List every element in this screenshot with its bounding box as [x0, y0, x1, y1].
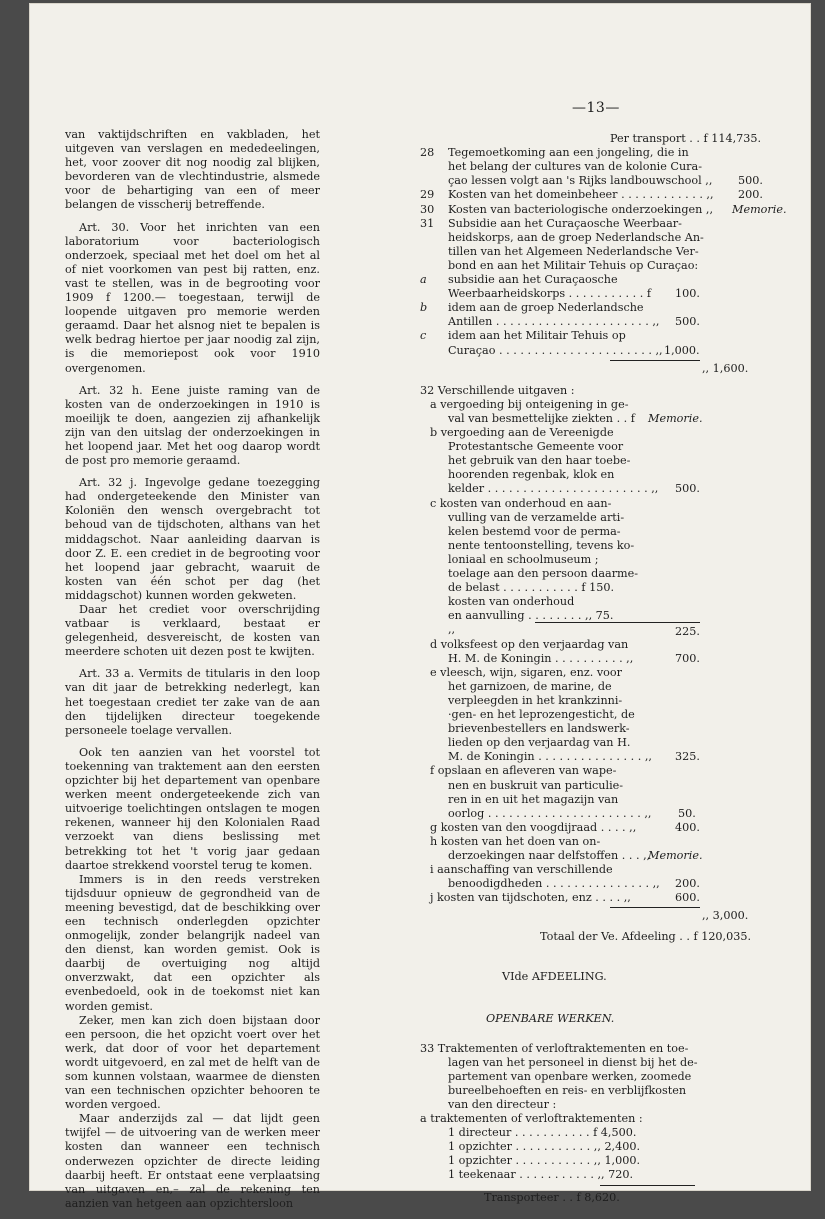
list-line: M. de Koningin . . . . . . . . . . . . . . . ,,: [448, 750, 652, 764]
paragraph: van vaktijdschriften en vakbladen, het uitgeven van verslagen en mededeelingen, het, voor zoover dit nog noodig zal blijken, bevorderen van de vlechtindustrie, alsmede voor de behartiging van een of meer belangen de visscherij betreffende.: [65, 128, 320, 212]
amount: 325.: [675, 750, 700, 764]
list-line: verpleegden in het krankzinni-: [448, 693, 623, 707]
list-line: 1 opzichter . . . . . . . . . . . ,, 1,000.: [448, 1154, 641, 1168]
list-line: toelage aan den persoon daarme-: [448, 567, 639, 580]
section-heading: 32 Verschillende uitgaven :: [420, 383, 575, 397]
list-line: partement van openbare werken, zoomede: [448, 1069, 692, 1083]
amount: 100.: [675, 287, 700, 301]
section-title: VIde AFDEELING.: [502, 969, 607, 983]
item-number: 31: [420, 216, 435, 230]
list-line: nen en buskruit van particulie-: [448, 778, 624, 792]
amount: 200.: [675, 877, 700, 891]
list-line: nente tentoonstelling, tevens ko-: [448, 538, 635, 552]
amount: 50.: [678, 806, 696, 820]
amount: 500.: [675, 315, 700, 329]
paragraph: Daar het crediet voor overschrijding vatbaar is verklaard, bestaat er gelegenheid, desvereischt, de kosten van meerdere schoten uit dezen post te kwijten.: [65, 603, 320, 659]
list-line: f opslaan en afleveren van wape-: [430, 764, 617, 778]
subsection-title: OPENBARE WERKEN.: [486, 1011, 615, 1025]
list-line: kelder . . . . . . . . . . . . . . . . . . . . . . . ,,: [448, 482, 659, 496]
amount: 600.: [675, 891, 700, 905]
item-number: a: [420, 273, 427, 286]
amount-total: ,, 1,600.: [702, 361, 749, 375]
list-line: loniaal en schoolmuseum ;: [448, 552, 599, 566]
paragraph: Art. 32 j. Ingevolge gedane toezegging had ondergeteekende den Minister van Koloniën den wensch overgebracht tot behoud van de tijdschoten, althans van het middagschot. Naar aanleiding daarvan is door Z. E. een crediet in de begrooting voor het loopend jaar gebracht, waaruit de kosten van één schot per dag (het middagschot) kunnen worden gekweten.: [65, 476, 320, 602]
paragraph: Art. 33 a. Vermits de titularis in den loop van dit jaar de betrekking nederlegt, kan het toegestaan crediet ter zake van de aan den tijdelijken directeur toegekende personeele toelage vervallen.: [65, 667, 320, 737]
item-number: 30: [420, 202, 435, 216]
list-line: ,,: [448, 623, 456, 637]
list-line: Kosten van het domeinbeheer . . . . . . . . . . . . ,,: [448, 188, 714, 202]
list-line: van den directeur :: [448, 1097, 557, 1111]
list-line: het belang der cultures van de kolonie Cura-: [448, 160, 702, 174]
rule-line: [610, 360, 700, 361]
transport-line: Transporteer . . f 8,620.: [484, 1190, 620, 1204]
list-line: 1 opzichter . . . . . . . . . . . ,, 2,400.: [448, 1140, 641, 1154]
list-line: lagen van het personeel in dienst bij het de-: [448, 1055, 698, 1069]
amount: Memorie.: [648, 411, 703, 425]
list-line: g kosten van den voogdijraad . . . . ,,: [430, 820, 637, 834]
list-line: ren in en uit het magazijn van: [448, 792, 619, 806]
list-line: de belast . . . . . . . . . . . f 150.: [448, 581, 615, 595]
paragraph: Zeker, men kan zich doen bijstaan door een persoon, die het opzicht voert over het werk, dat door of voor het departement wordt uitgevoerd, en zal met de helft van de som kunnen volstaan, waarmee de diensten van een technischen opzichter behooren te worden vergoed.: [65, 1013, 320, 1112]
list-line: hoorenden regenbak, klok en: [448, 468, 615, 482]
list-line: d volksfeest op den verjaardag van: [430, 637, 629, 651]
list-line: idem aan de groep Nederlandsche: [448, 301, 644, 315]
list-line: lieden op den verjaardag van H.: [448, 736, 631, 750]
list-line: e vleesch, wijn, sigaren, enz. voor: [430, 665, 622, 679]
paragraph: Art. 30. Voor het inrichten van een laboratorium voor bacteriologisch onderzoek, speciaal met het doel om het al of niet voorkomen van pest bij ratten, enz. vast te stellen, was in de begrooting voor 1909 f 1200.— toegestaan, terwijl de loopende uitgaven pro memorie werden geraamd. Daar het alsnog niet te bepalen is welk bedrag hiertoe per jaar noodig zal zijn, is die memoriepost ook voor 1910 overgenomen.: [65, 220, 320, 375]
rule-line: [600, 1185, 695, 1186]
list-line: en aanvulling . . . . . . . . ,, 75.: [448, 609, 614, 623]
paragraph: Art. 32 h. Eene juiste raming van de kosten van de onderzoekingen in 1910 is moeilijk te doen, aangezien zij afhankelijk zijn van den uitslag der onderzoekingen in het loopend jaar. Met het oog daarop wordt de post pro memorie geraamd.: [65, 383, 320, 468]
list-line: benoodigdheden . . . . . . . . . . . . . . . ,,: [448, 877, 660, 891]
list-line: a traktementen of verloftraktementen :: [420, 1112, 643, 1125]
page-number: —13—: [572, 100, 620, 116]
amount: 700.: [675, 651, 700, 665]
paragraph: Immers is in den reeds verstreken tijdsduur opnieuw de gegrondheid van de meening bevestigd, dat de beschikking over een technisch onderlegden opzichter onmogelijk, zonder belangrijk nadeel van den dienst, kan worden gemist. Ook is daarbij de overtuiging nog altijd onverzwakt, dat een opzichter als evenbedoeld, ook in de toekomst niet kan worden gemist.: [65, 872, 320, 1013]
list-line: c kosten van onderhoud en aan-: [430, 496, 612, 510]
list-line: Antillen . . . . . . . . . . . . . . . . . . . . . . ,,: [448, 315, 660, 329]
item-number: b: [420, 301, 428, 315]
list-line: bond en aan het Militair Tehuis op Curaçao:: [448, 258, 699, 272]
list-line: ·gen- en het leprozengesticht, de: [448, 708, 635, 721]
total-line: Totaal der Ve. Afdeeling . . f 120,035.: [540, 929, 752, 943]
paragraph: Maar anderzijds zal — dat lijdt geen twijfel — de uitvoering van de werken meer kosten dan wanneer een technisch onderwezen opzichter de directe leiding daarbij heeft. Er ontstaat eene verplaatsing van uitgaven en,– zal de rekening ten aanzien van hetgeen aan opzichtersloon: [65, 1112, 320, 1210]
list-line: Curaçao . . . . . . . . . . . . . . . . . . . . . . ,,: [448, 343, 663, 357]
list-line: Kosten van bacteriologische onderzoekingen ,,: [448, 202, 714, 216]
list-line: H. M. de Koningin . . . . . . . . . . ,,: [448, 651, 634, 665]
list-line: brievenbestellers en landswerk-: [448, 722, 630, 736]
list-line: vulling van de verzamelde arti-: [448, 510, 625, 524]
amount: 200.: [738, 188, 763, 202]
list-line: j kosten van tijdschoten, enz . . . . ,,: [430, 891, 631, 905]
amount: 225.: [675, 625, 700, 639]
list-line: derzoekingen naar delfstoffen . . . ,,: [448, 849, 651, 862]
list-line: het garnizoen, de marine, de: [448, 679, 612, 693]
list-line: Protestantsche Gemeente voor: [448, 440, 624, 454]
list-line: 1 teekenaar . . . . . . . . . . . ,, 720.: [448, 1168, 634, 1182]
item-number: 29: [420, 188, 435, 202]
list-line: oorlog . . . . . . . . . . . . . . . . . . . . . . ,,: [448, 806, 652, 820]
item-number: c: [420, 329, 427, 343]
item-number: 28: [420, 146, 435, 160]
list-line: 1 directeur . . . . . . . . . . . f 4,500.: [448, 1126, 637, 1140]
list-line: Per transport . . f 114,735.: [610, 132, 762, 145]
list-line: Tegemoetkoming aan een jongeling, die in: [448, 146, 689, 160]
list-line: a vergoeding bij onteigening in ge-: [430, 397, 629, 411]
rule-line: [610, 907, 700, 908]
list-line: kelen bestemd voor de perma-: [448, 524, 621, 538]
list-line: idem aan het Militair Tehuis op: [448, 329, 626, 343]
list-line: i aanschaffing van verschillende: [430, 863, 613, 877]
list-line: b vergoeding aan de Vereenigde: [430, 426, 614, 439]
paragraph: Ook ten aanzien van het voorstel tot toekenning van traktement aan den eersten opzichter bij het departement van openbare werken meent ondergeteekende zich van uitvoerige toelichtingen ontslagen te mogen rekenen, wanneer hij den Kolonialen Raad verzoekt van diens beslissing met betrekking tot het 't vorig jaar gedaan daartoe strekkend voorstel terug te komen.: [65, 745, 320, 872]
list-line: tillen van het Algemeen Nederlandsche Ver-: [448, 244, 699, 258]
list-line: bureelbehoeften en reis- en verblijfkosten: [448, 1083, 687, 1097]
amount: 500.: [675, 482, 700, 496]
list-line: Weerbaarheidskorps . . . . . . . . . . . f: [448, 287, 652, 301]
list-line: val van besmettelijke ziekten . . f: [448, 411, 635, 425]
amount: Memorie.: [732, 202, 787, 216]
amount: 400.: [675, 820, 700, 834]
list-line: het gebruik van den haar toebe-: [448, 454, 631, 468]
list-line: 33 Traktementen of verloftraktementen en toe-: [420, 1041, 689, 1055]
amount: 500.: [738, 174, 763, 188]
list-line: kosten van onderhoud: [448, 595, 575, 609]
left-column: [65, 128, 320, 1219]
list-line: h kosten van het doen van on-: [430, 834, 601, 848]
list-line: heidskorps, aan de groep Nederlandsche An-: [448, 230, 704, 244]
list-line: Subsidie aan het Curaçaosche Weerbaar-: [448, 216, 682, 230]
rule-line: [535, 622, 700, 623]
list-line: çao lessen volgt aan 's Rijks landbouwschool ,,: [448, 174, 713, 188]
amount: 1,000.: [664, 343, 700, 357]
amount-total: ,, 3,000.: [702, 909, 749, 923]
amount: Memorie.: [648, 849, 703, 862]
list-line: subsidie aan het Curaçaosche: [448, 273, 618, 286]
